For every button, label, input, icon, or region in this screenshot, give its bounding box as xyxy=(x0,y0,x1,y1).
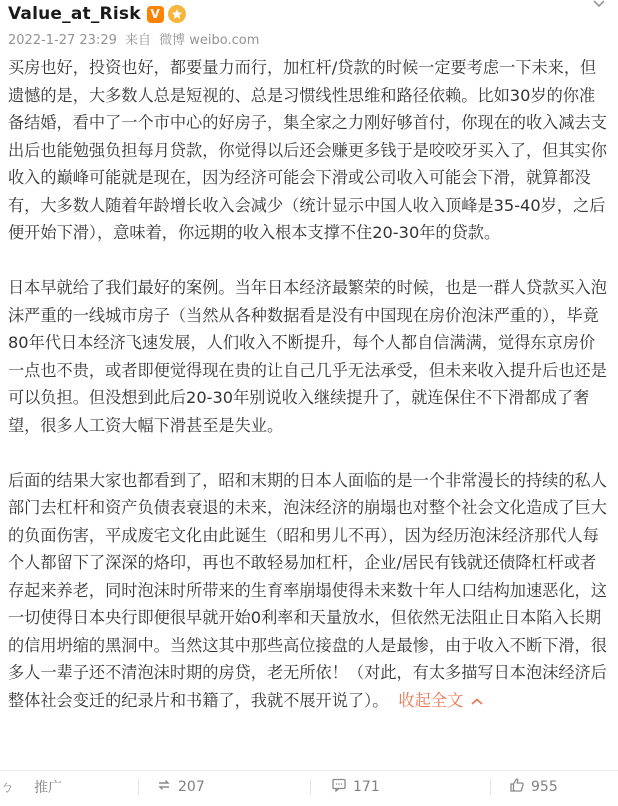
collapse-label: 收起全文 xyxy=(398,690,464,710)
post-meta xyxy=(8,29,263,48)
collapse-button[interactable] xyxy=(398,691,483,710)
post-body xyxy=(8,54,608,744)
author-name[interactable]: Value_at_Risk xyxy=(8,4,141,24)
promote-icon: ㄅ xyxy=(0,780,14,796)
divider xyxy=(310,779,311,795)
action-bar xyxy=(0,770,618,806)
post-paragraph-text: 后面的结果大家也都看到了，昭和末期的日本人面临的是一个非常漫长的持续的私人部门去杠杆和资产负债表衰退的未来，泡沫经济的崩塌也对整个社会文化造成了巨大的负面伤害，平成废宅文化由此诞生（昭和男儿不再），因为经历泡沫经济那代人每个人都留下了深深的烙印，再也不敢轻易加杠杆，企业/居民有钱就还债降杠杆或者存起来养老，同时泡沫时所带来的生育率崩塌使得未来数十年人口结构加速恶化，这一切使得日本央行即便很早就开始0利率和天量放水，但依然无法阻止日本陷入长期的信用坍缩的黑洞中。当然这其中那些高位接盘的人是最惨，由于收入不断下滑，很多人一辈子还不清泡沫时期的房贷，老无所依！（对此，有太多描写日本泡沫经济后整体社会变迁的纪录片和书籍了，我就不展开说了）。 xyxy=(8,470,607,710)
divider xyxy=(138,779,139,795)
like-button[interactable] xyxy=(509,777,558,797)
repost-button[interactable] xyxy=(156,777,205,797)
verified-v-icon: V xyxy=(147,6,164,23)
post-source: 微博 weibo.com xyxy=(159,33,260,48)
repost-icon xyxy=(156,777,172,797)
comment-count: 171 xyxy=(353,779,380,795)
promote-button[interactable] xyxy=(0,777,62,797)
like-icon xyxy=(509,777,525,797)
author-row xyxy=(8,2,186,26)
like-count: 955 xyxy=(531,779,558,795)
promote-label: 推广 xyxy=(34,780,62,796)
post-timestamp[interactable]: 2022-1-27 23:29 xyxy=(8,33,117,48)
comment-button[interactable] xyxy=(331,777,380,797)
post-header xyxy=(8,0,612,52)
medal-icon xyxy=(168,5,186,23)
collapse-chevron-icon xyxy=(471,689,483,717)
post-source-prefix: 来自 xyxy=(125,33,152,48)
post-paragraph: 日本早就给了我们最好的案例。当年日本经济最繁荣的时候，也是一群人贷款买入泡沫严重的一线城市房子（当然从各种数据看是没有中国现在房价泡沫严重的），毕竟80年代日本经济飞速发展，人们收入不断提升，每个人都自信满满，觉得东京房价一点也不贵，或者即便觉得现在贵的让自己几乎无法承受，但未来收入提升后也还是可以负担。但没想到此后20-30年别说收入继续提升了，就连保住不下滑都成了奢望，很多人工资大幅下滑甚至是失业。 xyxy=(8,278,607,435)
repost-count: 207 xyxy=(178,779,205,795)
divider xyxy=(490,779,491,795)
chevron-down-icon[interactable] xyxy=(592,0,606,12)
post-paragraph xyxy=(8,467,608,717)
comment-icon xyxy=(331,777,347,797)
post-paragraph: 买房也好，投资也好，都要量力而行，加杠杆/贷款的时候一定要考虑一下未来，但遗憾的是，大多数人总是短视的、总是习惯线性思维和路径依赖。比如30岁的你准备结婚，看中了一个市中心的好房子，集全家之力刚好够首付，你现在的收入减去支出后也能勉强负担每月贷款，你觉得以后还会赚更多钱于是咬咬牙买入了，但其实你收入的巅峰可能就是现在，因为经济可能会下滑或公司收入可能会下滑，就算都没有，大多数人随着年龄增长收入会减少（统计显示中国人收入顶峰是35-40岁，之后便开始下滑），意味着，你远期的收入根本支撑不住20-30年的贷款。 xyxy=(8,58,607,242)
